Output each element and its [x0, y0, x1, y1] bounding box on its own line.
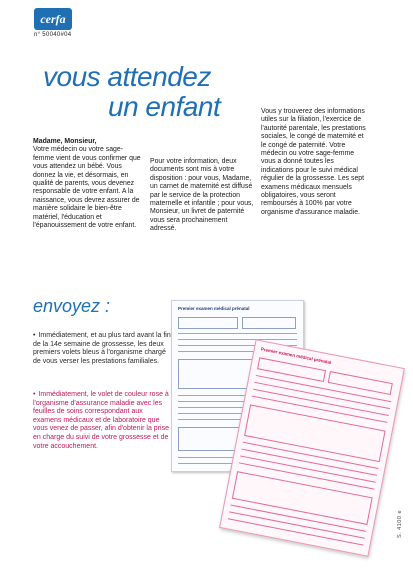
headline-line2: un enfant: [108, 91, 221, 122]
cerfa-logo: cerfa: [34, 8, 72, 30]
bullet-dot-icon: •: [33, 391, 36, 398]
cerfa-number: n° 50040#04: [34, 32, 72, 38]
bullet-blue-volets: [33, 332, 173, 366]
intro-column-1: [33, 138, 143, 230]
bullet-pink-volet: [33, 391, 173, 451]
intro-column-2: [150, 158, 254, 234]
bullet-dot-icon: •: [33, 332, 36, 339]
intro-text-3: Vous y trouverez des informations utiles sur la filiation, l'exercice de l'autorité parentale, les prestations sociales, le congé de maternité et le congé de paternité. Votre médecin ou votre sage-femme vous a donné toutes les indications pour le suivi médical régulier de la grossesse. Les sept examens médicaux mensuels obligatoires, vous seront remboursés à 100% par votre organisme d'assurance maladie.: [261, 108, 366, 216]
bullet-text-1: Immédiatement, et au plus tard avant la fin de la 14e semaine de grossesse, les deux premiers volets bleus à l'organisme chargé de vous verser les prestations familiales.: [33, 332, 171, 365]
intro-text-2: Pour votre information, deux documents sont mis à votre disposition : pour vous, Madame, un carnet de maternité est diffusé par le service de la protection maternelle et infantile ; pour vous, Monsieur, un livret de paternité vous sera prochainement adressé.: [150, 158, 254, 233]
salutation: Madame, Monsieur,: [33, 138, 97, 145]
bullet-text-2: Immédiatement, le volet de couleur rose à l'organisme d'assurance maladie avec les feuilles de soins correspondant aux examens médicaux et de laboratoire que vous venez de passer, afin d'obtenir la prise en charge du suivi de votre grossesse et de votre accouchement.: [33, 391, 169, 450]
document-reference: S. 4100 e: [397, 510, 403, 539]
headline-line1: vous attendez: [43, 61, 211, 92]
intro-text-1: Votre médecin ou votre sage-femme vient de vous confirmer que vous attendez un bébé. Vous donnez la vie, et désormais, en qualité de parents, vous devenez responsable de votre enfant. A la naissance, vous devrez assurer de manière solidaire le bien-être matériel, l'éducation et l'épanouissement de votre enfant.: [33, 146, 141, 230]
blue-form-title: Premier examen médical prénatal: [178, 306, 250, 311]
envoyez-heading: envoyez :: [33, 296, 111, 316]
intro-column-3: [261, 108, 367, 217]
pink-form-title: Premier examen médical prénatal: [260, 346, 332, 366]
